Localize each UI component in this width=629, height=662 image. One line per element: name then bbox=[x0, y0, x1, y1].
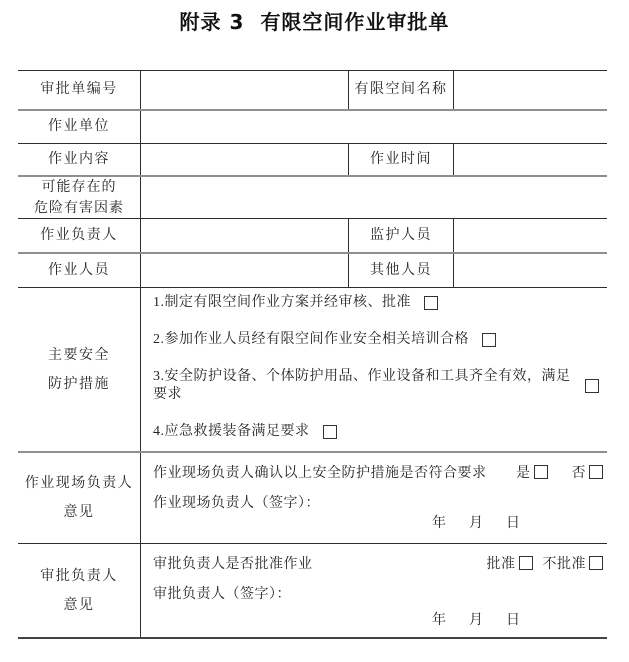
approve-line bbox=[153, 553, 607, 573]
measure-3-text: 3.安全防护设备、个体防护用品、作业设备和工具齐全有效，满足要求 bbox=[153, 369, 571, 402]
work-time-field[interactable] bbox=[453, 144, 607, 175]
site-confirm-line bbox=[153, 462, 607, 482]
row-site-leader-opinion bbox=[18, 453, 607, 544]
page-title bbox=[0, 0, 629, 35]
approval-date-day: 日 bbox=[506, 613, 521, 628]
site-leader-opinion-label bbox=[18, 453, 140, 543]
no-checkbox[interactable] bbox=[589, 465, 603, 479]
work-leader-label: 作业负责人 bbox=[40, 227, 118, 243]
safety-measures-label-line2: 防护措施 bbox=[48, 376, 110, 392]
approval-date-year: 年 bbox=[432, 613, 447, 628]
space-name-label: 有限空间名称 bbox=[348, 71, 453, 109]
approval-number-field[interactable] bbox=[140, 71, 348, 109]
site-date-line[interactable] bbox=[153, 514, 607, 534]
site-confirm-question: 作业现场负责人确认以上安全防护措施是否符合要求 bbox=[153, 466, 487, 481]
measure-item-2 bbox=[153, 331, 599, 349]
approve-checkbox[interactable] bbox=[519, 556, 533, 570]
approver-opinion-content bbox=[140, 544, 607, 637]
other-personnel-field[interactable] bbox=[453, 254, 607, 287]
site-date-month: 月 bbox=[469, 516, 484, 531]
yes-option[interactable] bbox=[516, 462, 548, 482]
approver-signature-label[interactable]: 审批负责人（签字）： bbox=[153, 587, 291, 602]
measure-item-3 bbox=[153, 368, 599, 404]
safety-measures-label bbox=[18, 288, 140, 451]
approval-date-line[interactable] bbox=[153, 611, 607, 631]
measure-3-checkbox[interactable] bbox=[585, 379, 599, 393]
measure-1-checkbox[interactable] bbox=[424, 296, 438, 310]
site-leader-signature-label[interactable]: 作业现场负责人（签字）： bbox=[153, 496, 320, 511]
page-title-part2: 有限空间作业审批单 bbox=[260, 10, 450, 34]
site-date-year: 年 bbox=[432, 516, 447, 531]
reject-option-label: 不批准 bbox=[542, 557, 586, 572]
form-table bbox=[18, 70, 607, 639]
reject-option[interactable] bbox=[543, 553, 604, 573]
work-time-label: 作业时间 bbox=[348, 144, 453, 175]
safety-measures-label-line1: 主要安全 bbox=[48, 347, 110, 363]
measure-item-1 bbox=[153, 294, 599, 312]
hazards-field[interactable] bbox=[140, 177, 607, 218]
workers-label: 作业人员 bbox=[48, 262, 110, 278]
row-safety-measures bbox=[18, 288, 607, 453]
measure-1-text: 1.制定有限空间作业方案并经审核、批准 bbox=[153, 295, 411, 310]
measure-item-4 bbox=[153, 423, 599, 441]
measure-4-checkbox[interactable] bbox=[323, 425, 337, 439]
measure-2-text: 2.参加作业人员经有限空间作业安全相关培训合格 bbox=[153, 332, 469, 347]
row-work-unit bbox=[18, 111, 607, 144]
row-approver-opinion bbox=[18, 544, 607, 639]
site-leader-opinion-label-line1: 作业现场负责人 bbox=[24, 476, 134, 491]
work-unit-label: 作业单位 bbox=[48, 119, 110, 134]
approve-option-label: 批准 bbox=[486, 557, 516, 572]
page-title-part1: 附录 3 bbox=[179, 10, 245, 34]
approve-question: 审批负责人是否批准作业 bbox=[153, 557, 313, 572]
yes-option-label: 是 bbox=[516, 466, 531, 481]
work-content-label: 作业内容 bbox=[48, 151, 110, 167]
row-workers bbox=[18, 254, 607, 288]
reject-checkbox[interactable] bbox=[589, 556, 603, 570]
approval-date-month: 月 bbox=[469, 613, 484, 628]
row-hazards bbox=[18, 177, 607, 219]
measure-4-text: 4.应急救援装备满足要求 bbox=[153, 424, 310, 439]
work-leader-field[interactable] bbox=[140, 219, 348, 252]
guardian-label: 监护人员 bbox=[348, 219, 453, 252]
approver-opinion-label bbox=[18, 544, 140, 637]
guardian-field[interactable] bbox=[453, 219, 607, 252]
other-personnel-label: 其他人员 bbox=[348, 254, 453, 287]
work-content-field[interactable] bbox=[140, 144, 348, 175]
site-date-day: 日 bbox=[506, 516, 521, 531]
hazards-label-line2: 危险有害因素 bbox=[34, 200, 124, 216]
measure-2-checkbox[interactable] bbox=[482, 333, 496, 347]
work-unit-field[interactable] bbox=[140, 111, 607, 143]
no-option-label: 否 bbox=[571, 466, 586, 481]
yes-checkbox[interactable] bbox=[534, 465, 548, 479]
hazards-label bbox=[18, 177, 140, 218]
no-option[interactable] bbox=[572, 462, 604, 482]
row-approval-number bbox=[18, 71, 607, 111]
approve-option[interactable] bbox=[487, 553, 533, 573]
row-work-content bbox=[18, 144, 607, 177]
approval-number-label: 审批单编号 bbox=[40, 82, 118, 97]
row-work-leader bbox=[18, 219, 607, 254]
approver-opinion-label-line2: 意见 bbox=[63, 597, 95, 613]
hazards-label-line1: 可能存在的 bbox=[41, 179, 117, 195]
workers-field[interactable] bbox=[140, 254, 348, 287]
site-leader-opinion-content bbox=[140, 453, 607, 543]
approver-opinion-label-line1: 审批负责人 bbox=[40, 568, 118, 584]
safety-measures-list bbox=[140, 288, 607, 451]
site-leader-opinion-label-line2: 意见 bbox=[63, 505, 95, 520]
space-name-field[interactable] bbox=[453, 71, 607, 109]
